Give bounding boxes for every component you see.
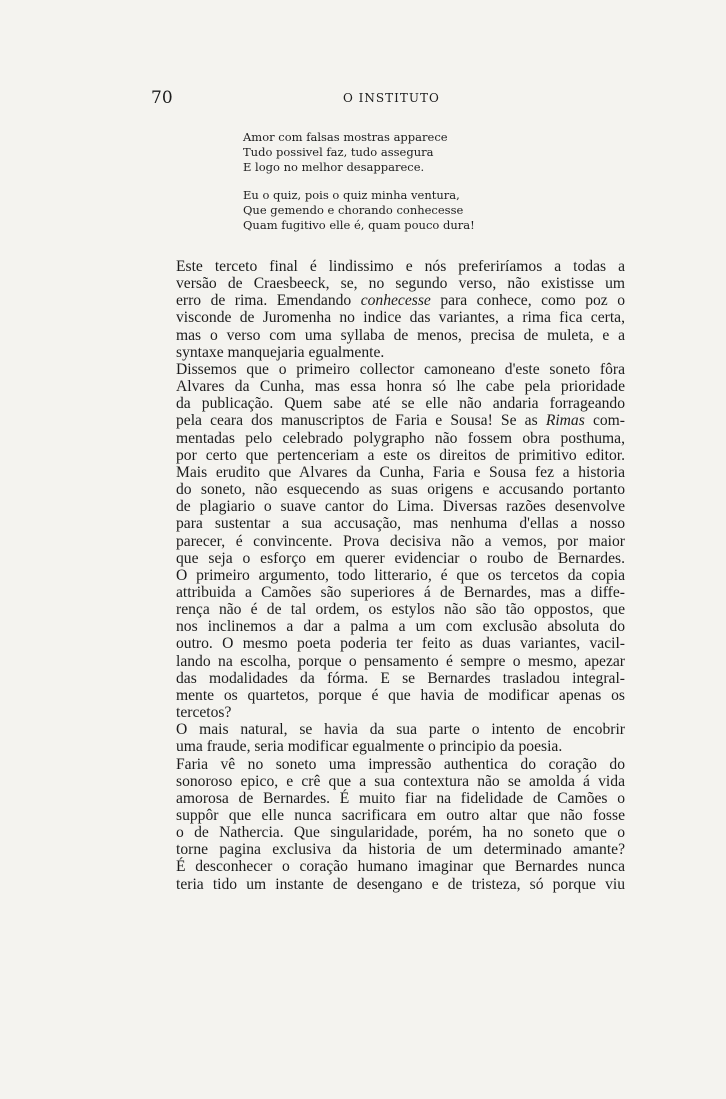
text-line	[160, 292, 625, 309]
text-span: pela ceara dos manuscriptos de Faria e Sousa! Se as	[176, 412, 546, 430]
paragraph	[160, 258, 625, 361]
text-line: amorosa de Bernardes. É muito fiar na fidelidade de Camões o	[176, 789, 625, 807]
text-line: versão de Craesbeeck, se, no segundo verso, não existisse um	[176, 275, 625, 293]
verse-line: Tudo possivel faz, tudo assegura	[243, 145, 434, 159]
text-line: É desconhecer o coração humano imaginar que Bernardes nunca	[176, 858, 625, 876]
text-span: com-	[584, 412, 625, 430]
text-line: lando na escolha, porque o pensamento é sempre o mesmo, apezar	[176, 652, 625, 670]
body-text	[160, 258, 625, 893]
verse-line: Que gemendo e chorando conhecesse	[243, 203, 464, 217]
verse-line: Quam fugitivo elle é, quam pouco dura!	[243, 218, 475, 232]
text-line: Dissemos que o primeiro collector camoneano d'este soneto fôra	[176, 360, 625, 378]
text-line: nos inclinemos a dar a palma a um com exclusão absoluta do	[176, 618, 625, 636]
text-line: O mais natural, se havia da sua parte o intento de encobrir	[176, 721, 625, 739]
text-line: Faria vê no soneto uma impressão authentica do coração do	[176, 755, 625, 773]
text-line	[160, 412, 625, 429]
text-line: tercetos?	[176, 704, 232, 722]
text-line: O primeiro argumento, todo litterario, é que os tercetos da copia	[176, 566, 625, 584]
text-line: visconde de Juromenha no indice das variantes, a rima fica certa,	[176, 309, 625, 327]
text-line: attribuida a Camões são superiores á de Bernardes, mas a diffe-	[176, 583, 625, 601]
italic-term: conhecesse	[360, 292, 431, 310]
text-line: suppôr que elle nunca sacrificara em outro altar que não fosse	[176, 807, 625, 824]
text-line: por certo que pertenceriam a este os direitos de primitivo editor.	[176, 446, 625, 464]
paragraph	[160, 756, 625, 893]
verse-stanza-1	[243, 130, 448, 175]
verse-line: Eu o quiz, pois o quiz minha ventura,	[243, 188, 460, 202]
text-line: Mais erudito que Alvares da Cunha, Faria e Sousa fez a historia	[176, 463, 625, 481]
text-span: para conhece, como poz o	[430, 292, 625, 310]
text-line: mente os quartetos, porque é que havia de modificar apenas os	[176, 686, 625, 704]
text-line: mas o verso com uma syllaba de menos, precisa de muleta, e a	[176, 326, 625, 344]
page-header	[151, 88, 631, 110]
text-line: para sustentar a sua accusação, mas nenhuma d'ellas a nosso	[176, 515, 625, 533]
page-number: 70	[151, 88, 173, 108]
text-line: das modalidades da fórma. E se Bernardes trasladou integral-	[176, 669, 625, 687]
text-span: erro de rima. Emendando	[176, 292, 361, 310]
text-line: torne pagina exclusiva da historia de um determinado amante?	[176, 841, 625, 859]
text-line: que seja o esforço em querer evidenciar o roubo de Bernardes.	[176, 549, 625, 567]
text-line: do soneto, não esquecendo as suas origens e accusando portanto	[176, 481, 625, 499]
paragraph	[160, 721, 625, 755]
text-line: uma fraude, seria modificar egualmente o principio da poesia.	[176, 738, 563, 756]
text-line: da publicação. Quem sabe até se elle não andaria forrageando	[176, 395, 625, 413]
text-line: o de Nathercia. Que singularidade, porém, ha no soneto que o	[176, 824, 625, 842]
text-line: mentadas pelo celebrado polygrapho não fossem obra posthuma,	[176, 429, 625, 447]
text-line: teria tido um instante de desengano e de tristeza, só porque viu	[176, 875, 625, 893]
text-line: sonoroso epico, e crê que a sua contextura não se amolda á vida	[176, 772, 625, 790]
text-line: syntaxe manquejaria egualmente.	[176, 343, 385, 361]
text-line: de plagiario o suave cantor do Lima. Diversas razões desenvolve	[176, 498, 625, 516]
running-title: O INSTITUTO	[343, 91, 440, 105]
text-line: outro. O mesmo poeta poderia ter feito as duas variantes, vacil-	[176, 635, 625, 653]
paragraph	[160, 361, 625, 721]
italic-term: Rimas	[545, 412, 585, 430]
verse-stanza-2	[243, 188, 475, 233]
text-line: rença não é de tal ordem, os estylos não são tão oppostos, que	[176, 601, 625, 619]
verse-line: Amor com falsas mostras apparece	[243, 130, 448, 144]
text-line: parecer, é convincente. Prova decisiva não a vemos, por maior	[176, 532, 625, 550]
text-line: Alvares da Cunha, mas essa honra só lhe cabe pela prioridade	[176, 378, 625, 396]
text-line: Este terceto final é lindissimo e nós preferiríamos a todas a	[176, 258, 625, 275]
verse-line: E logo no melhor desapparece.	[243, 160, 425, 174]
